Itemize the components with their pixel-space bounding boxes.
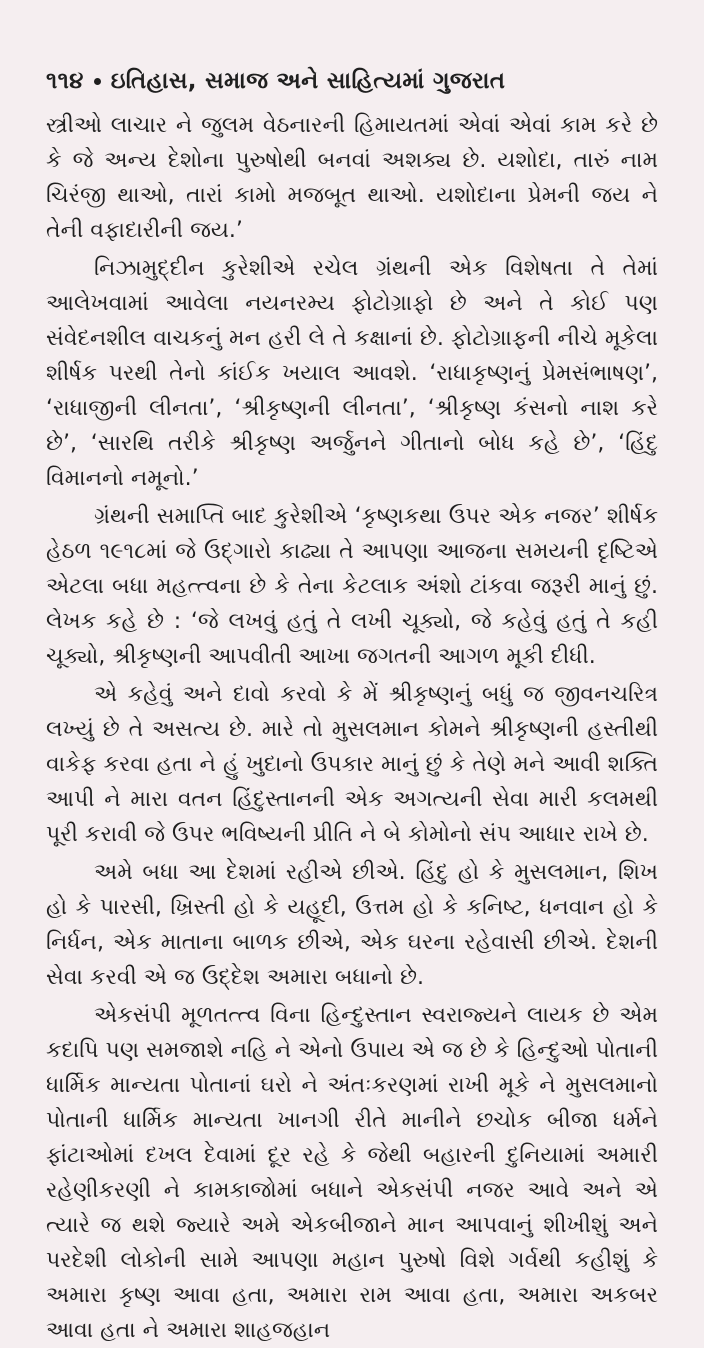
paragraph-6: એકસંપી મૂળતત્ત્વ વિના હિન્દુસ્તાન સ્વરાજ્યને લાયક છે એમ કદાપિ પણ સમજાશે નહિ ને એનો ઉપાય એ જ છે કે હિન્દુઓ પોતાની ધાર્મિક માન્યતા પોતાનાં ઘરો ને અંતઃકરણમાં રાખી મૂકે ને મુસલમાનો પોતાની ધાર્મિક માન્યતા ખાનગી રીતે માનીને છચોક બીજા ધર્મને ફાંટાઓમાં દખલ દેવામાં દૂર રહે કે જેથી બહારની દુનિયામાં અમારી રહેણીકરણી ને કામકાજોમાં બધાને એકસંપી નજર આવે અને એ ત્યારે જ થશે જ્યારે અમે એકબીજાને માન આપવાનું શીખીશું અને પરદેશી લોકોની સામે આપણા મહાન પુરુષો વિશે ગર્વથી કહીશું કે અમારા કૃષ્ણ આવા હતા, અમારા રામ આવા હતા, અમારા અકબર આવા હતા ને અમારા શાહજહાન bbox=[46, 1003, 658, 1343]
bullet-separator-icon bbox=[94, 78, 101, 85]
paragraph-2: નિઝામુદ્દીન કુરેશીએ રચેલ ગ્રંથની એક વિશેષતા તે તેમાં આલેખવામાં આવેલા નયનરમ્ય ફોટોગ્રાફો છે અને તે કોઈ પણ સંવેદનશીલ વાચકનું મન હરી લે તે કક્ષાનાં છે. ફોટોગ્રાફની નીચે મૂકેલા શીર્ષક પરથી તેનો કાંઈક ખયાલ આવશે. ‘રાધાકૃષ્ણનું પ્રેમસંભાષણ’, ‘રાધાજીની લીનતા’, ‘શ્રીકૃષ્ણની લીનતા’, ‘શ્રીકૃષ્ણ કંસનો નાશ કરે છે’, ‘સારથિ તરીકે શ્રીકૃષ્ણ અર્જુનને ગીતાનો બોધ કહે છે’, ‘હિંદુ વિમાનનો નમૂનો.’ bbox=[46, 256, 658, 491]
paragraph-1: સ્ત્રીઓ લાચાર ને જુલમ વેઠનારની હિમાયતમાં એવાં એવાં કામ કરે છે કે જે અન્ય દેશોના પુરુષોથી બનવાં અશક્ય છે. યશોદા, તારું નામ ચિરંજી થાઓ, તારાં કામો મજબૂત થાઓ. યશોદાના પ્રેમની જય ને તેની વફાદારીની જય.’ bbox=[46, 113, 658, 243]
paragraph-5: અમે બધા આ દેશમાં રહીએ છીએ. હિંદુ હો કે મુસલમાન, શિખ હો કે પારસી, ખ્રિસ્તી હો કે યહૂદી, ઉત્તમ હો કે કનિષ્ટ, ધનવાન હો કે નિર્ધન, એક માતાના બાળક છીએ, એક ઘરના રહેવાસી છીએ. દેશની સેવા કરવી એ જ ઉદ્દેશ અમારા બધાનો છે. bbox=[46, 860, 658, 990]
body-text bbox=[46, 108, 658, 1348]
page-number: ૧૧૪ bbox=[46, 68, 84, 94]
paragraph-3: ગ્રંથની સમાપ્તિ બાદ કુરેશીએ ‘કૃષ્ણકથા ઉપર એક નજર’ શીર્ષક હેઠળ ૧૯૧૮માં જે ઉદ્ગારો કાઢ્યા તે આપણા આજના સમયની દૃષ્ટિએ એટલા બધા મહત્ત્વના છે કે તેના કેટલાક અંશો ટાંકવા જરૂરી માનું છું. લેખક કહે છે : ‘જે લખવું હતું તે લખી ચૂક્યો, જે કહેવું હતું તે કહી ચૂક્યો, શ્રીકૃષ્ણની આપવીતી આખા જગતની આગળ મૂકી દીધી. bbox=[46, 504, 658, 669]
running-header bbox=[46, 68, 658, 94]
running-title: ઇતિહાસ, સમાજ અને સાહિત્યમાં ગુજરાત bbox=[110, 68, 506, 94]
paragraph-4: એ કહેવું અને દાવો કરવો કે મેં શ્રીકૃષ્ણનું બધું જ જીવનચરિત્ર લખ્યું છે તે અસત્ય છે. મારે તો મુસલમાન કોમને શ્રીકૃષ્ણની હસ્તીથી વાકેફ કરવા હતા ને હું ખુદાનો ઉપકાર માનું છું કે તેણે મને આવી શક્તિ આપી ને મારા વતન હિંદુસ્તાનની એક અગત્યની સેવા મારી કલમથી પૂરી કરાવી જે ઉપર ભવિષ્યની પ્રીતિ ને બે કોમોનો સંપ આધાર રાખે છે. bbox=[46, 682, 658, 847]
